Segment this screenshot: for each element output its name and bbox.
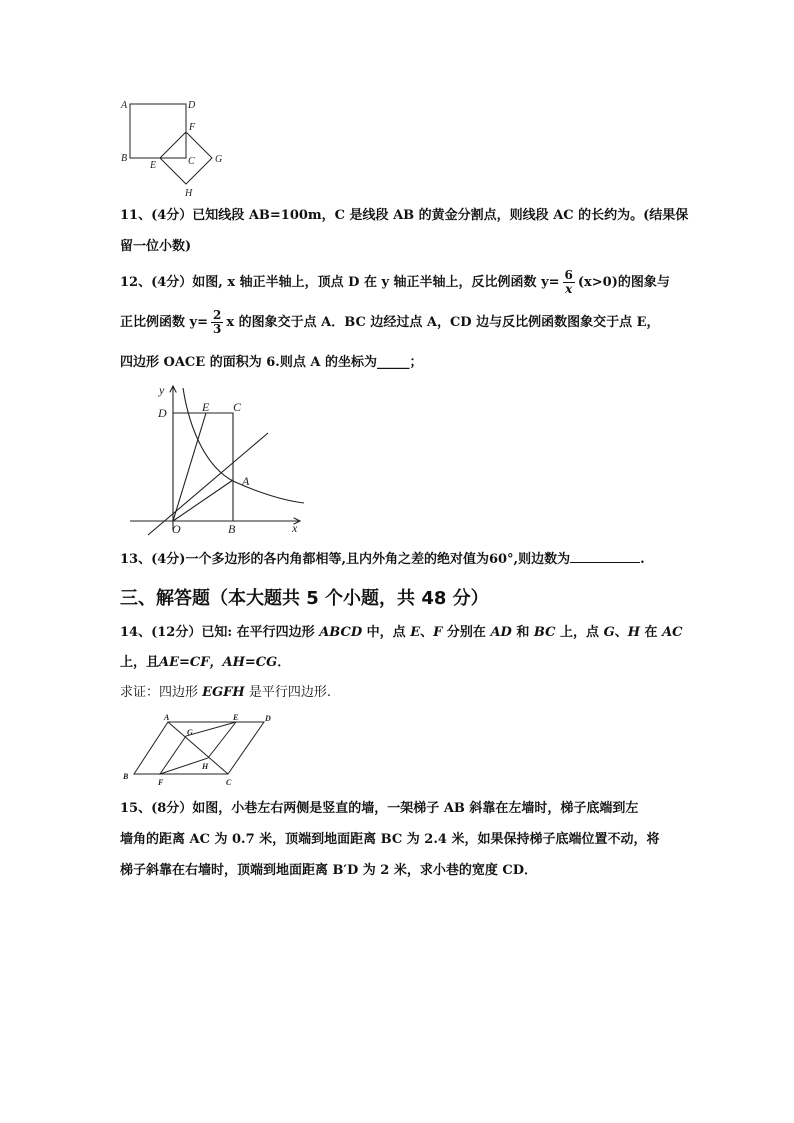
label-F: F (158, 778, 164, 787)
label-E: E (233, 713, 239, 722)
q13-text: 13、(4分)一个多边形的各内角都相等,且内外角之差的绝对值为60°,则边数为 . (120, 552, 645, 567)
q12-line1: 12、(4分）如图, x 轴正半轴上，顶点 D 在 y 轴正半轴上，反比例函数 y= $\frac{6}{x}$ (x>0)的图象与 (120, 268, 670, 296)
q15-line1: 15、(8分）如图，小巷左右两侧是竖直的墙，一架梯子 AB 斜靠在左墙时，梯子底端到左 (120, 801, 639, 816)
label-A: A (121, 100, 128, 111)
label-E: E (150, 160, 157, 171)
q14-line2: 上，且AE=CF，AH=CG． (120, 655, 291, 670)
label-B: B (228, 522, 236, 536)
answer-blank (570, 562, 640, 563)
parallelogram-figure (118, 712, 283, 792)
label-G: G (215, 154, 223, 165)
label-A: A (164, 713, 170, 722)
label-H: H (185, 188, 193, 199)
axis-x-label: x (292, 521, 298, 535)
q11-line2: 留一位小数) (120, 239, 192, 254)
q15-line2: 墙角的距离 AC 为 0.7 米，顶端到地面距离 BC 为 2.4 米，如果保持梯子底端位置不动，将 (120, 832, 660, 847)
label-C: C (188, 156, 195, 167)
label-F: F (189, 122, 196, 133)
label-A: A (242, 474, 250, 488)
label-C: C (233, 400, 242, 414)
q14-line1: 14、(12分）已知: 在平行四边形 ABCD 中，点 E、F 分别在 AD 和 BC 上，点 G、H 在 AC (120, 625, 683, 640)
label-G: G (187, 728, 193, 737)
label-O: O (172, 522, 181, 536)
q12-line2: 正比例函数 y= $\frac{2}{3}$ x 的图象交于点 A．BC 边经过点 A，CD 边与反比例函数图象交于点 E， (120, 308, 660, 336)
q15-line3: 梯子斜靠在右墙时，顶端到地面距离 B′D 为 2 米，求小巷的宽度 CD． (120, 863, 537, 878)
q11-line1: 11、(4分）已知线段 AB=100m，C 是线段 AB 的黄金分割点，则线段 AC 的长约为。(结果保 (120, 208, 689, 223)
coordinate-figure (128, 378, 308, 538)
q14-line3: 求证：四边形 EGFH 是平行四边形. (120, 685, 331, 700)
q12-line3: 四边形 OACE 的面积为 6.则点 A 的坐标为_____； (120, 355, 423, 370)
label-D: D (188, 100, 196, 111)
axis-y-label: y (159, 383, 165, 397)
label-H: H (202, 762, 209, 771)
label-C: C (226, 778, 232, 787)
label-D: D (265, 714, 271, 723)
label-D: D (158, 406, 167, 420)
label-B: B (123, 772, 129, 781)
label-E: E (202, 400, 210, 414)
square-figure (115, 96, 235, 200)
label-B: B (121, 153, 128, 164)
section-heading: 三、解答题（本大题共 5 个小题，共 48 分） (120, 588, 489, 609)
